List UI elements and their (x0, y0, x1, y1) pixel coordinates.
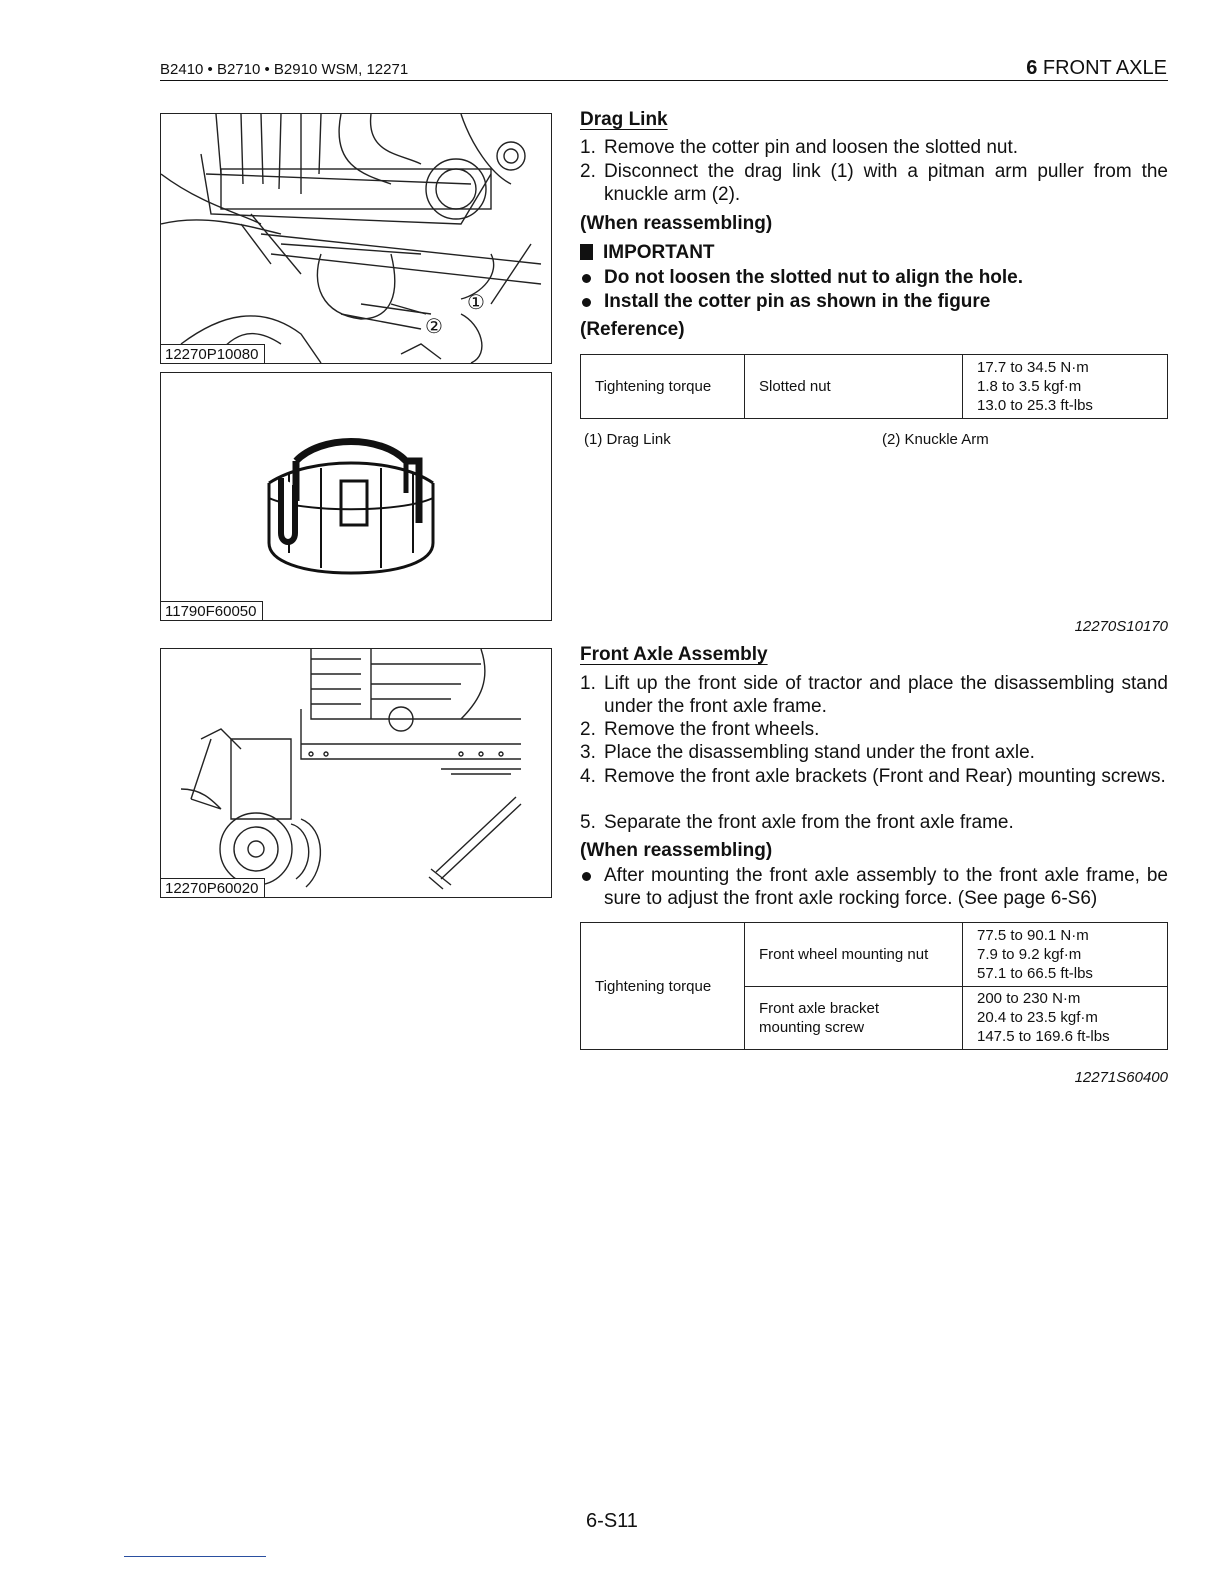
torque-item: Front axle bracket mounting screw (745, 986, 963, 1050)
step-text: Lift up the front side of tractor and place the disassembling stand under the front axle frame. (604, 673, 1168, 717)
section-name: FRONT AXLE (1042, 57, 1167, 79)
torque-table-front-axle (580, 922, 1168, 1050)
figure-front-axle (160, 648, 552, 898)
footer-rule (124, 1556, 266, 1557)
header-section (1026, 57, 1167, 80)
doc-id-front-axle: 12271S60400 (1074, 1069, 1168, 1086)
header-rule (160, 80, 1168, 81)
torque-label: Tightening torque (581, 355, 745, 419)
torque-value-kgfm: 20.4 to 23.5 kgf·m (977, 1009, 1098, 1027)
torque-item: Front wheel mounting nut (745, 923, 963, 987)
torque-value-kgfm: 1.8 to 3.5 kgf·m (977, 378, 1082, 395)
legend-drag-link: (1) Drag Link (584, 431, 671, 448)
table-row (581, 923, 1168, 987)
drag-link-illustration (161, 114, 551, 363)
step-number: 2. (580, 161, 596, 182)
important-square-icon (580, 244, 593, 260)
figure-drag-link (160, 113, 552, 364)
header-models: B2410 • B2710 • B2910 WSM, 12271 (160, 61, 409, 78)
torque-values (963, 986, 1168, 1050)
important-text: Do not loosen the slotted nut to align the hole. (604, 267, 1024, 288)
important-text: Install the cotter pin as shown in the figure (604, 291, 991, 312)
step-number: 1. (580, 137, 596, 158)
torque-item: Slotted nut (745, 355, 963, 419)
torque-value-ftlbs: 57.1 to 66.5 ft-lbs (977, 964, 1093, 982)
important-label-row (580, 242, 715, 264)
figure-code: 12270P60020 (161, 878, 265, 897)
important-label: IMPORTANT (603, 242, 715, 263)
slotted-nut-illustration (161, 373, 551, 620)
torque-value-kgfm: 7.9 to 9.2 kgf·m (977, 945, 1082, 963)
front-axle-title: Front Axle Assembly (580, 644, 768, 665)
bullet-icon (582, 872, 591, 881)
drag-link-reassembling-heading: (When reassembling) (580, 213, 773, 234)
front-axle-illustration (161, 649, 551, 897)
legend-knuckle-arm: (2) Knuckle Arm (882, 431, 989, 448)
torque-values (963, 923, 1168, 987)
section-number: 6 (1026, 57, 1038, 79)
bullet-icon (582, 274, 591, 283)
step-number: 3. (580, 742, 596, 763)
torque-label: Tightening torque (581, 923, 745, 1050)
doc-id-drag-link: 12270S10170 (1074, 618, 1168, 635)
torque-value-nm: 17.7 to 34.5 N·m (977, 359, 1089, 376)
page-number: 6-S11 (586, 1510, 638, 1532)
torque-table-drag-link (580, 354, 1168, 419)
callout-1: ① (467, 292, 485, 314)
step-text: Disconnect the drag link (1) with a pitman arm puller from the knuckle arm (2). (604, 161, 1168, 205)
figure-code: 11790F60050 (161, 601, 263, 620)
step-text: Remove the front wheels. (604, 719, 820, 740)
step-number: 5. (580, 812, 596, 833)
torque-value-nm: 77.5 to 90.1 N·m (977, 926, 1089, 944)
front-axle-reassembling-heading: (When reassembling) (580, 840, 773, 861)
note-text: After mounting the front axle assembly to the front axle frame, be sure to adjust the front axle rocking force. (See page 6-S6) (604, 865, 1168, 909)
torque-value-ftlbs: 13.0 to 25.3 ft-lbs (977, 397, 1093, 414)
drag-link-title: Drag Link (580, 109, 668, 130)
step-text: Remove the front axle brackets (Front and Rear) mounting screws. (604, 766, 1166, 787)
step-number: 1. (580, 673, 596, 694)
step-text: Remove the cotter pin and loosen the slotted nut. (604, 137, 1019, 158)
step-number: 4. (580, 766, 596, 787)
step-text: Place the disassembling stand under the front axle. (604, 742, 1035, 763)
bullet-icon (582, 298, 591, 307)
figure-slotted-nut (160, 372, 552, 621)
torque-value-nm: 200 to 230 N·m (977, 990, 1081, 1008)
torque-value-ftlbs: 147.5 to 169.6 ft-lbs (977, 1028, 1110, 1046)
figure-code: 12270P10080 (161, 344, 265, 363)
reference-heading: (Reference) (580, 319, 685, 340)
table-row (581, 355, 1168, 419)
step-number: 2. (580, 719, 596, 740)
step-text: Separate the front axle from the front axle frame. (604, 812, 1014, 833)
callout-2: ② (425, 316, 443, 338)
torque-values (963, 355, 1168, 419)
